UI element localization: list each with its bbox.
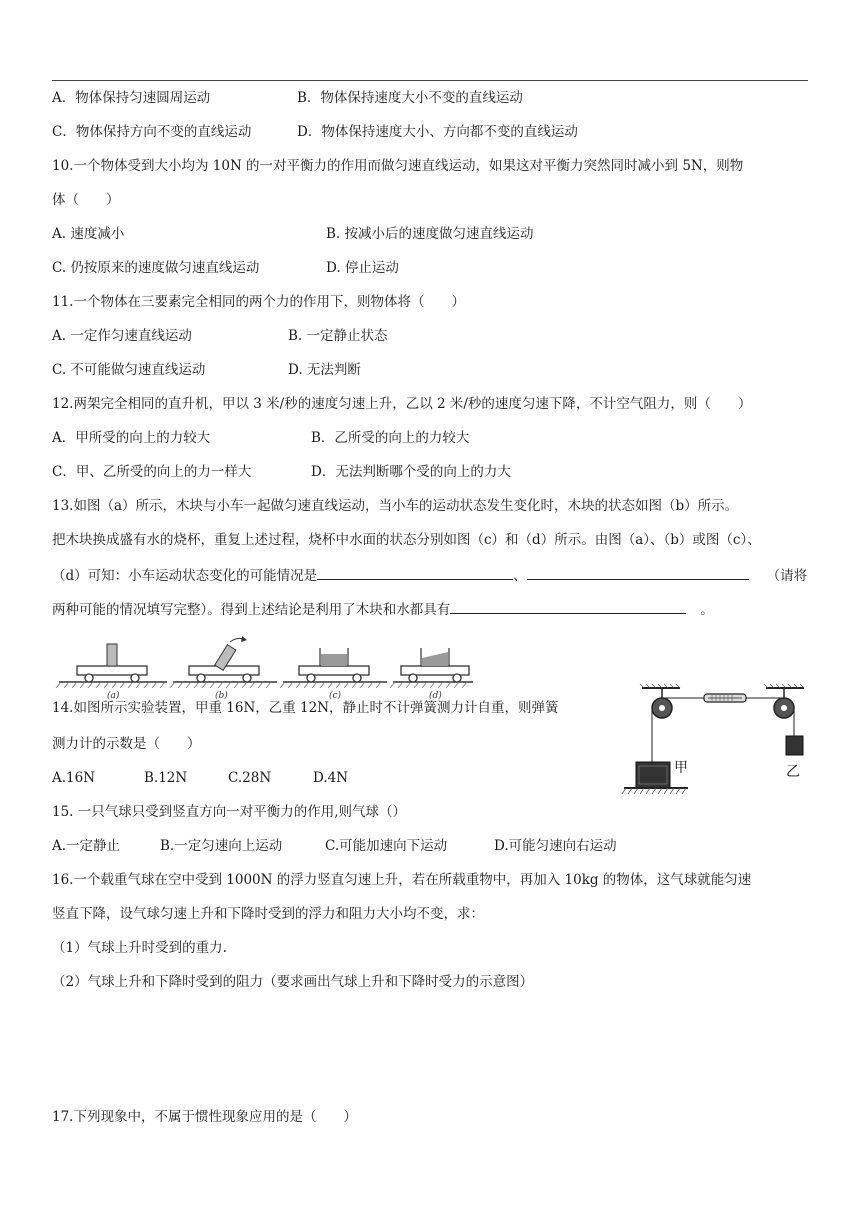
q10-option-d: D. 停止运动 xyxy=(326,260,399,276)
q11-option-d: D. 无法判断 xyxy=(288,362,361,378)
q13-line3 xyxy=(52,565,807,585)
q15-option-d: D.可能匀速向右运动 xyxy=(494,838,617,854)
q10-stem-line2: 体（ ） xyxy=(52,192,120,208)
q16-line1: 16.一个载重气球在空中受到 1000N 的浮力竖直匀速上升，若在所载重物中，再加入 10kg 的物体，这气球就能匀速 xyxy=(52,872,752,888)
q10-option-b: B. 按减小后的速度做匀速直线运动 xyxy=(326,226,534,242)
q11-option-a: A. 一定作匀速直线运动 xyxy=(52,328,192,344)
q13-line4 xyxy=(52,599,714,619)
q14-pulley-figure xyxy=(618,684,810,804)
q16-line2: 竖直下降，设气球匀速上升和下降时受到的浮力和阻力大小均不变，求： xyxy=(52,906,484,922)
q15-option-b: B.一定匀速向上运动 xyxy=(160,838,283,854)
q16-sub2: （2）气球上升和下降时受到的阻力（要求画出气球上升和下降时受力的示意图） xyxy=(52,974,534,990)
q9-option-c: C．物体保持方向不变的直线运动 xyxy=(52,124,252,140)
q14-stem-line1: 14.如图所示实验装置，甲重 16N，乙重 12N，静止时不计弹簧测力计自重，则弹簧 xyxy=(52,700,559,716)
q13-line4-tail: 。 xyxy=(700,602,714,618)
q13-cart-figure xyxy=(55,630,475,700)
q12-option-c: C．甲、乙所受的向上的力一样大 xyxy=(52,464,252,480)
q13-line2: 把木块换成盛有水的烧杯，重复上述过程，烧杯中水面的状态分别如图（c）和（d）所示。由图（a）、（b）或图（c）、 xyxy=(52,532,761,548)
q14-option-b: B.12N xyxy=(144,770,188,786)
q13-line1: 13.如图（a）所示，木块与小车一起做匀速直线运动，当小车的运动状态发生变化时，木块的状态如图（b）所示。 xyxy=(52,498,739,514)
q10-stem-line1: 10.一个物体受到大小均为 10N 的一对平衡力的作用而做匀速直线运动，如果这对平衡力突然同时减小到 5N，则物 xyxy=(52,158,744,174)
q15-stem: 15. 一只气球只受到竖直方向一对平衡力的作用,则气球（） xyxy=(52,804,407,820)
cart-d xyxy=(390,648,473,688)
q13-separator: 、 xyxy=(513,568,527,584)
q9-option-b: B．物体保持速度大小不变的直线运动 xyxy=(297,90,523,106)
q13-line4-text: 两种可能的情况填写完整）。得到上述结论是利用了木块和水都具有 xyxy=(52,602,451,618)
q12-option-a: A．甲所受的向上的力较大 xyxy=(52,430,211,446)
q10-option-c: C. 仍按原来的速度做匀速直线运动 xyxy=(52,260,260,276)
cart-a xyxy=(56,644,167,688)
q9-option-d: D．物体保持速度大小、方向都不变的直线运动 xyxy=(297,124,578,140)
q11-option-c: C. 不可能做匀速直线运动 xyxy=(52,362,206,378)
caption-a: (a) xyxy=(107,691,120,700)
q13-answer-blank-3[interactable] xyxy=(450,599,686,614)
q15-option-c: C.可能加速向下运动 xyxy=(325,838,448,854)
q13-line3-tail: （请将 xyxy=(766,568,808,584)
q13-answer-blank-1[interactable] xyxy=(317,565,513,580)
caption-b: (b) xyxy=(215,691,228,700)
caption-c: (c) xyxy=(329,691,342,700)
q11-option-b: B. 一定静止状态 xyxy=(288,328,388,344)
q15-option-a: A.一定静止 xyxy=(52,838,121,854)
cart-b xyxy=(170,636,277,688)
q12-option-d: D．无法判断哪个受的向上的力大 xyxy=(311,464,511,480)
cart-c xyxy=(280,648,387,688)
q13-answer-blank-2[interactable] xyxy=(527,565,749,580)
q14-option-d: D.4N xyxy=(313,770,349,786)
label-yi: 乙 xyxy=(786,764,800,780)
q14-option-a: A.16N xyxy=(52,770,96,786)
q14-option-c: C.28N xyxy=(228,770,272,786)
q13-line3-text: （d）可知：小车运动状态变化的可能情况是 xyxy=(52,568,318,584)
q14-stem-line2: 测力计的示数是（ ） xyxy=(52,736,201,752)
q17-stem: 17.下列现象中，不属于惯性现象应用的是（ ） xyxy=(52,1109,357,1125)
q12-stem: 12.两架完全相同的直升机，甲以 3 米/秒的速度匀速上升，乙以 2 米/秒的速度匀速下降，不计空气阻力，则（ ） xyxy=(52,396,752,412)
header-rule xyxy=(52,80,808,81)
q10-option-a: A. 速度减小 xyxy=(52,226,125,242)
caption-d: (d) xyxy=(429,691,442,700)
q9-option-a: A．物体保持匀速圆周运动 xyxy=(52,90,211,106)
label-jia: 甲 xyxy=(674,760,688,776)
q11-stem: 11.一个物体在三要素完全相同的两个力的作用下，则物体将（ ） xyxy=(52,294,465,310)
q12-option-b: B．乙所受的向上的力较大 xyxy=(311,430,470,446)
q16-sub1: （1）气球上升时受到的重力. xyxy=(52,940,227,956)
weight-yi xyxy=(786,736,803,755)
